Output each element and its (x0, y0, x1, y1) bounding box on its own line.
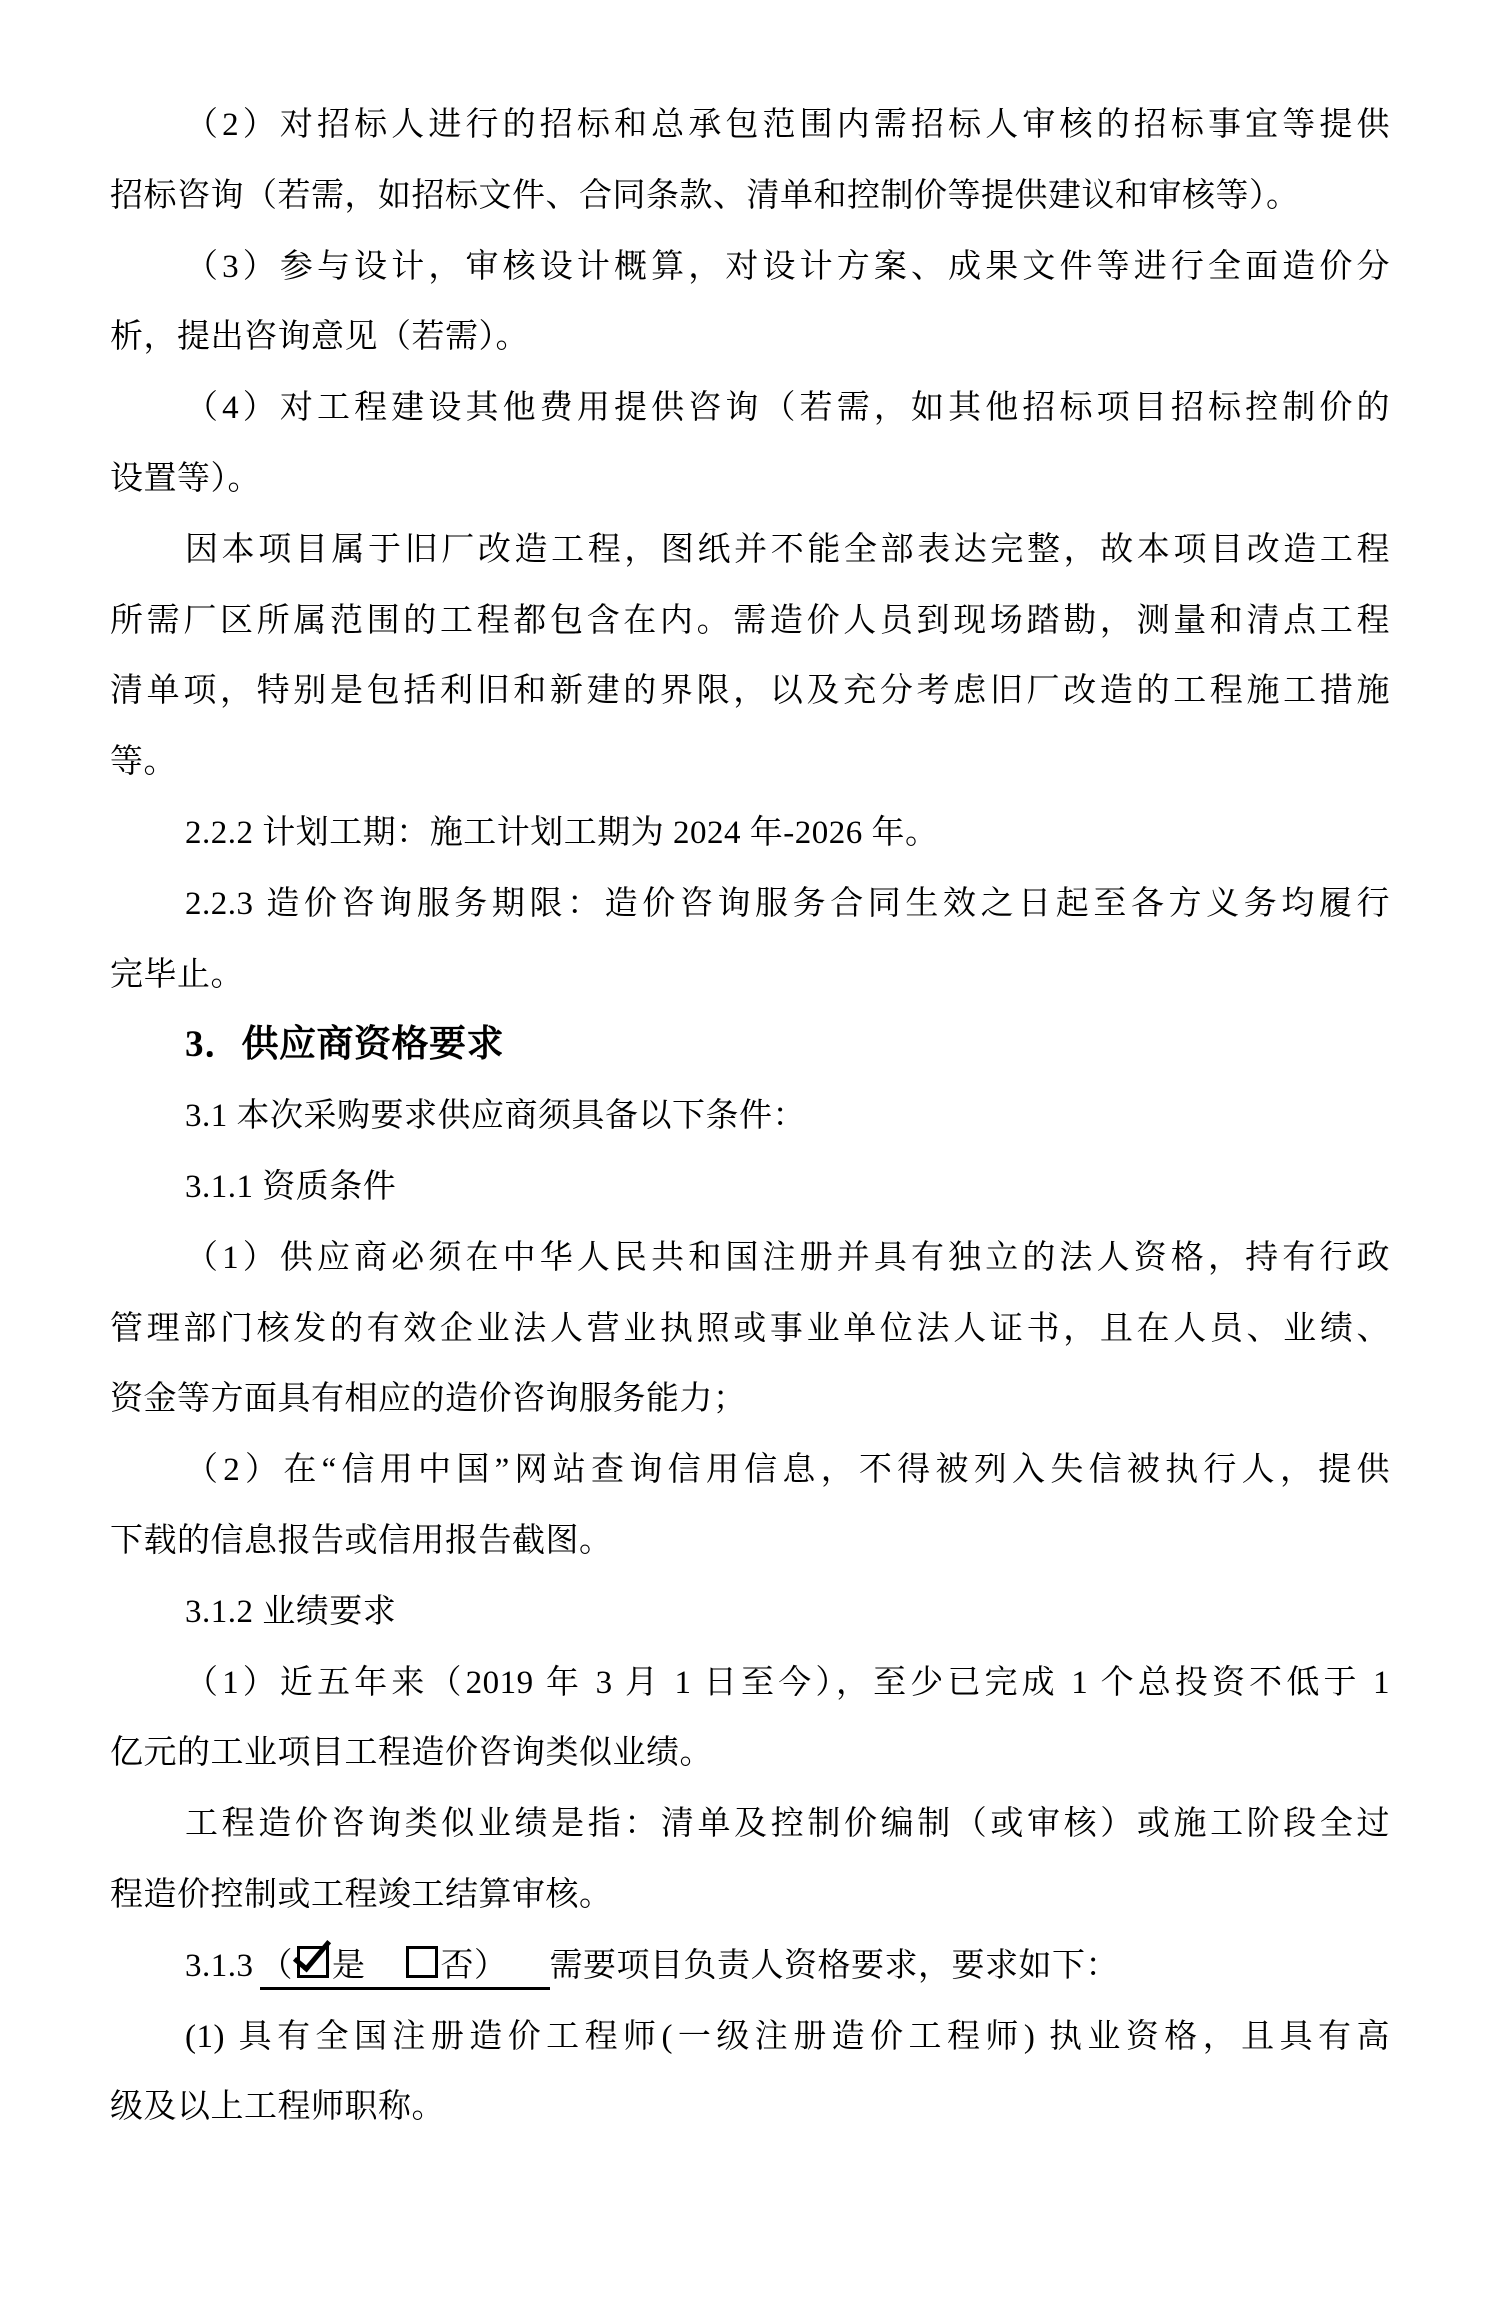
clause-3-1-1-heading-line: 3.1.1 资质条件 (185, 1168, 397, 1205)
no-label: 否 (440, 1947, 474, 1984)
section-3-heading-line: 3．供应商资格要求 (185, 1024, 504, 1066)
scope-item-4-line: （4）对工程建设其他费用提供咨询（若需，如其他招标项目招标控制价的 (185, 390, 1390, 427)
close-paren: ） (474, 1947, 508, 1984)
clause-3-1-3-line (110, 1931, 1390, 2002)
pm-requirement-1-line: (1) 具有全国注册造价工程师(一级注册造价工程师) 执业资格，且具有高 (185, 2018, 1390, 2055)
clause-2-2-3-service-period-line: 完毕止。 (110, 956, 244, 993)
document-content (110, 90, 1390, 2143)
yes-checkbox[interactable] (297, 1946, 329, 1978)
qualification-condition-1-line: 资金等方面具有相应的造价咨询服务能力； (110, 1381, 747, 1418)
yes-label: 是 (332, 1947, 366, 1984)
scope-item-3-line: （3）参与设计，审核设计概算，对设计方案、成果文件等进行全面造价分 (185, 248, 1390, 285)
performance-definition-line: 工程造价咨询类似业绩是指：清单及控制价编制（或审核）或施工阶段全过 (185, 1806, 1390, 1843)
renovation-note-line: 等。 (110, 744, 177, 781)
clause-2-2-2-schedule-line: 2.2.2 计划工期：施工计划工期为 2024 年-2026 年。 (185, 814, 939, 851)
scope-item-2-line: （2）对招标人进行的招标和总承包范围内需招标人审核的招标事宜等提供 (185, 107, 1390, 143)
clause-3-1-2-heading-line: 3.1.2 业绩要求 (185, 1593, 397, 1630)
clause-3-1-line: 3.1 本次采购要求供应商须具备以下条件： (185, 1098, 806, 1135)
performance-requirement-1-line: 亿元的工业项目工程造价咨询类似业绩。 (110, 1735, 713, 1772)
scope-item-4-line: 设置等）。 (110, 460, 261, 497)
qualification-condition-1-line: 管理部门核发的有效企业法人营业执照或事业单位法人证书，且在人员、业绩、 (110, 1310, 1390, 1347)
performance-requirement-1-line: （1）近五年来（2019 年 3 月 1 日至今），至少已完成 1 个总投资不低于 1 (185, 1664, 1390, 1701)
renovation-note-line: 清单项，特别是包括利旧和新建的界限，以及充分考虑旧厂改造的工程施工措施 (110, 673, 1390, 710)
qualification-condition-2-line: （2）在“信用中国”网站查询信用信息，不得被列入失信被执行人，提供 (185, 1452, 1390, 1489)
open-paren: （ (259, 1947, 293, 1984)
clause-3-1-3-text: 需要项目负责人资格要求，要求如下： (549, 1947, 1119, 1984)
scope-item-2-line: 招标咨询（若需，如招标文件、合同条款、清单和控制价等提供建议和审核等）。 (110, 177, 1300, 214)
pm-requirement-1-line: 级及以上工程师职称。 (110, 2089, 445, 2126)
performance-definition-line: 程造价控制或工程竣工结算审核。 (110, 1876, 613, 1913)
qualification-condition-2-line: 下载的信息报告或信用报告截图。 (110, 1522, 613, 1559)
renovation-note-line: 所需厂区所属范围的工程都包含在内。需造价人员到现场踏勘，测量和清点工程 (110, 602, 1390, 639)
clause-3-1-3-number: 3.1.3 (185, 1947, 254, 1984)
qualification-condition-1-line: （1）供应商必须在中华人民共和国注册并具有独立的法人资格，持有行政 (185, 1239, 1390, 1276)
no-checkbox[interactable] (406, 1946, 438, 1978)
renovation-note-line: 因本项目属于旧厂改造工程，图纸并不能全部表达完整，故本项目改造工程 (185, 531, 1390, 568)
clause-2-2-3-service-period-line: 2.2.3 造价咨询服务期限：造价咨询服务合同生效之日起至各方义务均履行 (185, 885, 1390, 922)
clause-3-1-3-checkbox-group (260, 1948, 550, 1990)
scope-item-3-line: 析，提出咨询意见（若需）。 (110, 319, 529, 356)
